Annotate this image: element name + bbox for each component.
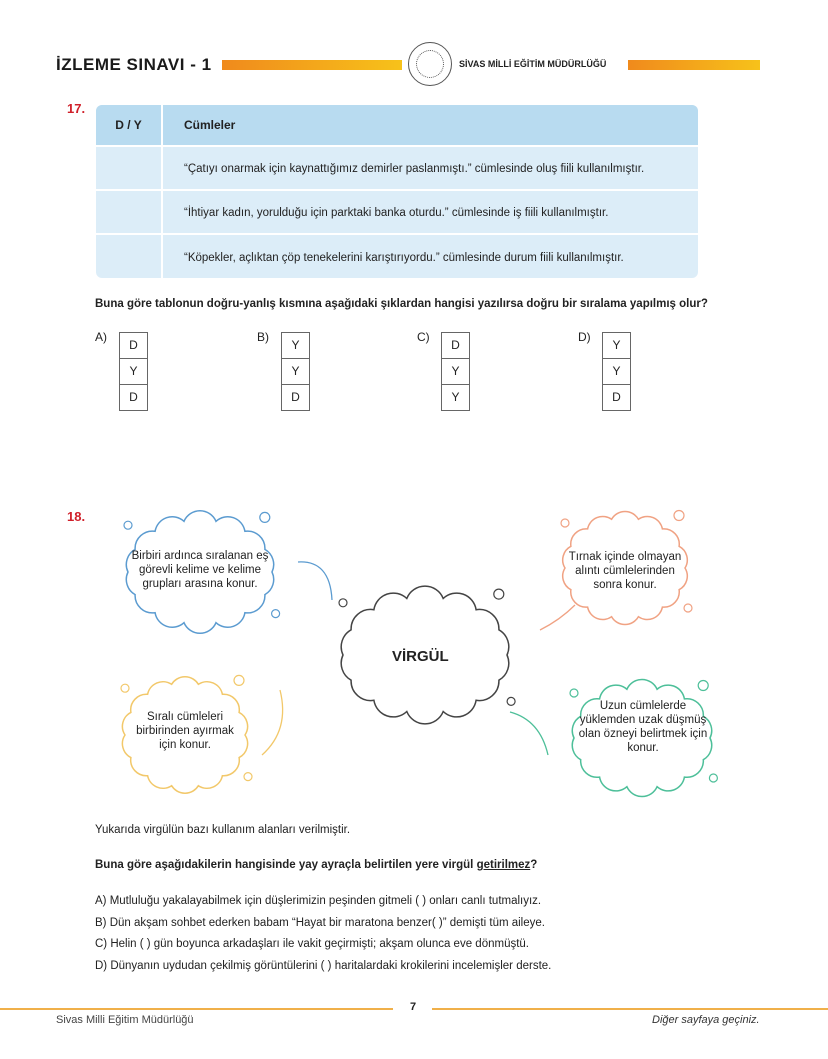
option-d-answer-box[interactable] [602,332,631,411]
option-c-answer-box[interactable] [441,332,470,411]
footer-line [0,1008,393,1010]
next-page-note: Diğer sayfaya geçiniz. [652,1014,760,1026]
sentence-cell: “Çatıyı onarmak için kaynattığımız demirler paslanmıştı.” cümlesinde oluş fiili kullanılmıştır. [184,163,645,175]
question-part: Buna göre aşağıdakilerin hangisinde yay ayraçla belirtilen yere virgül [95,859,477,871]
sentence-cell: “Köpekler, açlıktan çöp tenekelerini karıştırıyordu.” cümlesinde durum fiili kullanılmıştır. [184,251,624,264]
table-row [96,145,698,191]
intro-text: Yukarıda virgülün bazı kullanım alanları verilmiştir. [95,824,351,836]
answer-cell: Y [451,390,460,404]
question-text: Buna göre tablonun doğru-yanlış kısmına aşağıdaki şıklardan hangisi yazılırsa doğru bir sıralama yapılmış olur? [95,298,708,310]
cloud-text: Uzun cümlelerde yüklemden uzak düşmüş olan özneyi belirtmek için konur. [578,700,708,754]
cloud-text: Sıralı cümleleri birbirinden ayırmak için konur. [136,711,234,751]
option-label[interactable]: C) [417,330,430,344]
answer-cell: D [612,390,621,404]
exam-title: İZLEME SINAVI - 1 [56,55,212,74]
arrow-icon [262,690,283,755]
column-header-sentences: Cümleler [163,105,698,145]
answer-cell: D [129,390,138,404]
question-part: ? [530,859,538,871]
cloud-text: Birbiri ardınca sıralanan eş görevli kelime ve kelime grupları arasına konur. [131,550,269,590]
institution-name: SİVAS MİLLİ EĞİTİM MÜDÜRLÜĞÜ [459,59,607,69]
option-b-answer-box[interactable] [281,332,310,411]
arrow-icon [298,562,332,600]
question-text [95,859,537,871]
answer-cell: Y [120,359,147,385]
answer-cell[interactable] [96,191,163,235]
answer-cell: Y [282,333,309,359]
table-row [96,189,698,235]
answer-cell: Y [282,359,309,385]
center-label: VİRGÜL [392,648,449,665]
column-header-dy: D / Y [96,105,163,145]
answer-cell: Y [603,359,630,385]
statements-table [96,105,698,278]
sentence-cell: “İhtiyar kadın, yorulduğu için parktaki banka oturdu.” cümlesinde iş fiili kullanılmıştır. [184,207,609,219]
ministry-seal-icon [408,42,452,86]
answer-option-a[interactable]: A) Mutluluğu yakalayabilmek için düşlerimizin peşinden gitmeli ( ) onları canlı tutmalıyız. [95,895,542,907]
answer-cell: Y [603,333,630,359]
answer-cell: D [120,333,147,359]
footer-line [432,1008,828,1010]
answer-cell[interactable] [96,235,163,278]
answer-cell: D [291,390,300,404]
question-number: 18. [67,509,86,524]
option-label[interactable]: D) [578,330,591,344]
answer-cell: D [442,333,469,359]
arrow-icon [540,605,575,630]
option-label[interactable]: B) [257,330,269,344]
question-emphasis: getirilmez [476,859,531,871]
option-a-answer-box[interactable] [119,332,148,411]
header-bar-left [222,60,402,70]
header-bar-right [628,60,760,70]
answer-cell: Y [442,359,469,385]
answer-option-c[interactable]: C) Helin ( ) gün boyunca arkadaşları ile vakit geçirmişti; akşam olunca eve dönmüştü. [95,938,529,950]
page-number: 7 [410,1001,417,1013]
footer-institution: Sivas Milli Eğitim Müdürlüğü [56,1014,194,1026]
option-label[interactable]: A) [95,330,107,344]
cloud-text: Tırnak içinde olmayan alıntı cümlelerinden sonra konur. [568,551,682,591]
table-row [96,233,698,278]
answer-cell[interactable] [96,147,163,191]
question-number: 17. [67,101,86,116]
answer-option-d[interactable]: D) Dünyanın uydudan çekilmiş görüntülerini ( ) haritalardaki krokilerini incelemişler derste. [95,960,552,972]
answer-option-b[interactable]: B) Dün akşam sohbet ederken babam “Hayat bir maratona benzer( )” demişti tüm aileye. [95,917,545,929]
arrow-icon [510,712,548,755]
